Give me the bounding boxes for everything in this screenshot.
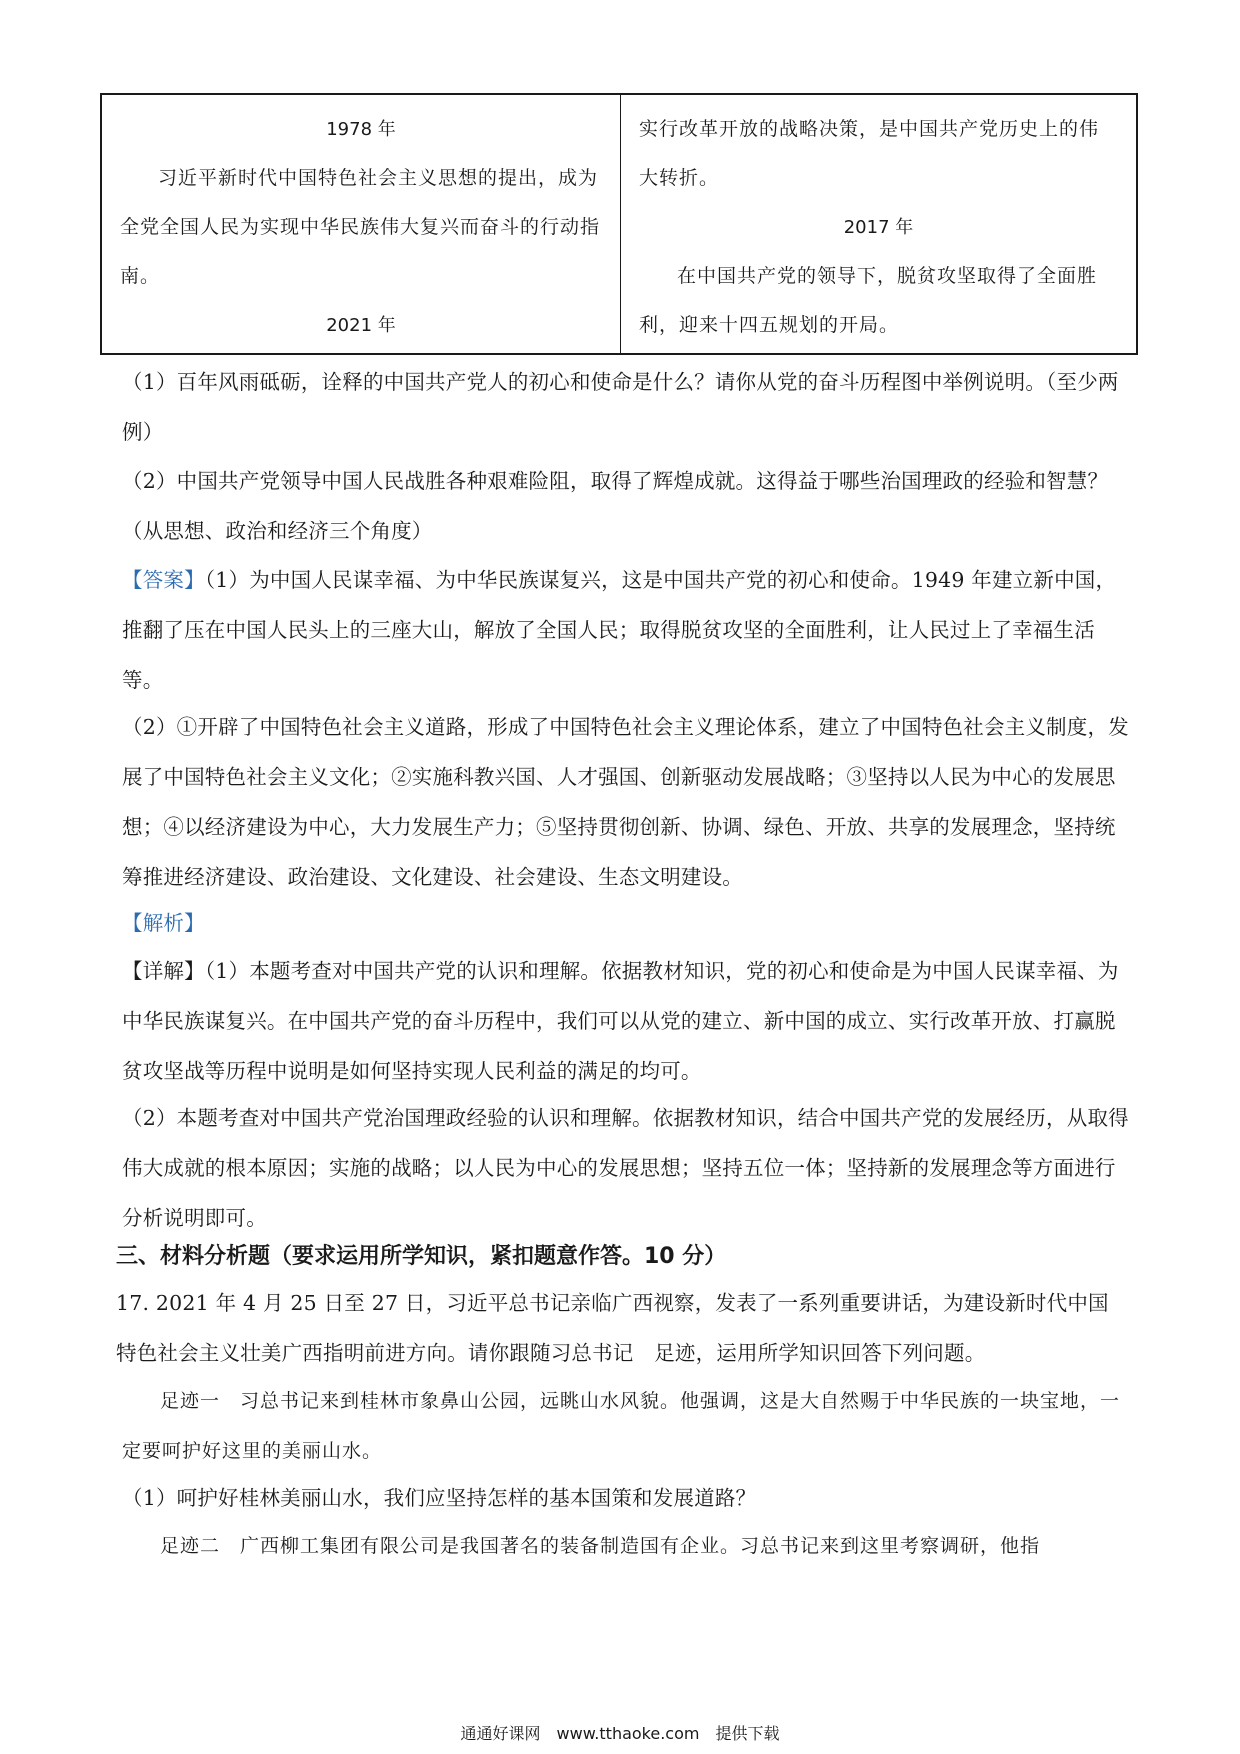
year-label: 2017 年	[843, 217, 914, 238]
table-cell-left	[102, 95, 621, 353]
year-label: 2021 年	[326, 315, 396, 336]
detail-text-1: （1）本题考查对中国共产党的认识和理解。依据教材知识，党的初心和使命是为中国人民谋幸福、为中华民族谋复兴。在中国共产党的奋斗历程中，我们可以从党的建立、新中国的成立、实行改革开放、打赢脱贫攻坚战等历程中说明是如何坚持实现人民利益的满足的均可。	[122, 959, 1119, 1083]
page-footer: 通通好课网 www.tthaoke.com 提供下载	[460, 1724, 780, 1743]
analysis-tag-label: 【解析】	[122, 911, 205, 935]
sub-question-1: （1）呵护好桂林美丽山水，我们应坚持怎样的基本国策和发展道路？	[122, 1486, 757, 1510]
question-1: （1）百年风雨砥砺，诠释的中国共产党人的初心和使命是什么？请你从党的奋斗历程图中举例说明。（至少两例）	[122, 370, 1119, 444]
table-paragraph: 在中国共产党的领导下，脱贫攻坚取得了全面胜利，迎来十四五规划的开局。	[639, 265, 1098, 336]
detail-2: （2）本题考查对中国共产党治国理政经验的认识和理解。依据教材知识，结合中国共产党的发展经历，从取得伟大成就的根本原因；实施的战略；以人民为中心的发展思想；坚持五位一体；坚持新的发展理念等方面进行分析说明即可。	[122, 1106, 1129, 1230]
answer-text-1: （1）为中国人民谋幸福、为中华民族谋复兴，这是中国共产党的初心和使命。1949 年建立新中国，推翻了压在中国人民头上的三座大山，解放了全国人民；取得脱贫攻坚的全面胜利，让人民过上了幸福生活等。	[122, 568, 1117, 692]
table-paragraph: 实行改革开放的战略决策，是中国共产党历史上的伟大转折。	[639, 118, 1100, 189]
answer-tag: 【答案】	[122, 568, 205, 592]
footprint-2: 足迹二 广西柳工集团有限公司是我国著名的装备制造国有企业。习总书记来到这里考察调研，他指	[160, 1535, 1041, 1557]
question-17: 17. 2021 年 4 月 25 日至 27 日，习近平总书记亲临广西视察，发表了一系列重要讲话，为建设新时代中国特色社会主义壮美广西指明前进方向。请你跟随习总书记 足迹，运用所学知识回答下列问题。	[116, 1291, 1109, 1365]
analysis-tag	[122, 898, 1132, 948]
table-cell-right	[621, 95, 1136, 353]
answer-1	[122, 555, 1132, 705]
detail-1	[122, 946, 1132, 1096]
detail-tag: 【详解】	[122, 959, 205, 983]
table-paragraph: 习近平新时代中国特色社会主义思想的提出，成为全党全国人民为实现中华民族伟大复兴而奋斗的行动指南。	[120, 167, 601, 287]
timeline-table	[100, 93, 1138, 355]
footprint-1: 足迹一 习总书记来到桂林市象鼻山公园，远眺山水风貌。他强调，这是大自然赐于中华民族的一块宝地，一定要呵护好这里的美丽山水。	[122, 1390, 1121, 1462]
section-heading: 三、材料分析题（要求运用所学知识，紧扣题意作答。10 分）	[116, 1244, 727, 1269]
question-2: （2）中国共产党领导中国人民战胜各种艰难险阻，取得了辉煌成就。这得益于哪些治国理政的经验和智慧？（从思想、政治和经济三个角度）	[122, 469, 1109, 543]
answer-2: （2）①开辟了中国特色社会主义道路，形成了中国特色社会主义理论体系，建立了中国特色社会主义制度，发展了中国特色社会主义文化；②实施科教兴国、人才强国、创新驱动发展战略；③坚持以人民为中心的发展思想；④以经济建设为中心，大力发展生产力；⑤坚持贯彻创新、协调、绿色、开放、共享的发展理念，坚持统筹推进经济建设、政治建设、文化建设、社会建设、生态文明建设。	[122, 715, 1129, 889]
year-label: 1978 年	[326, 119, 396, 140]
